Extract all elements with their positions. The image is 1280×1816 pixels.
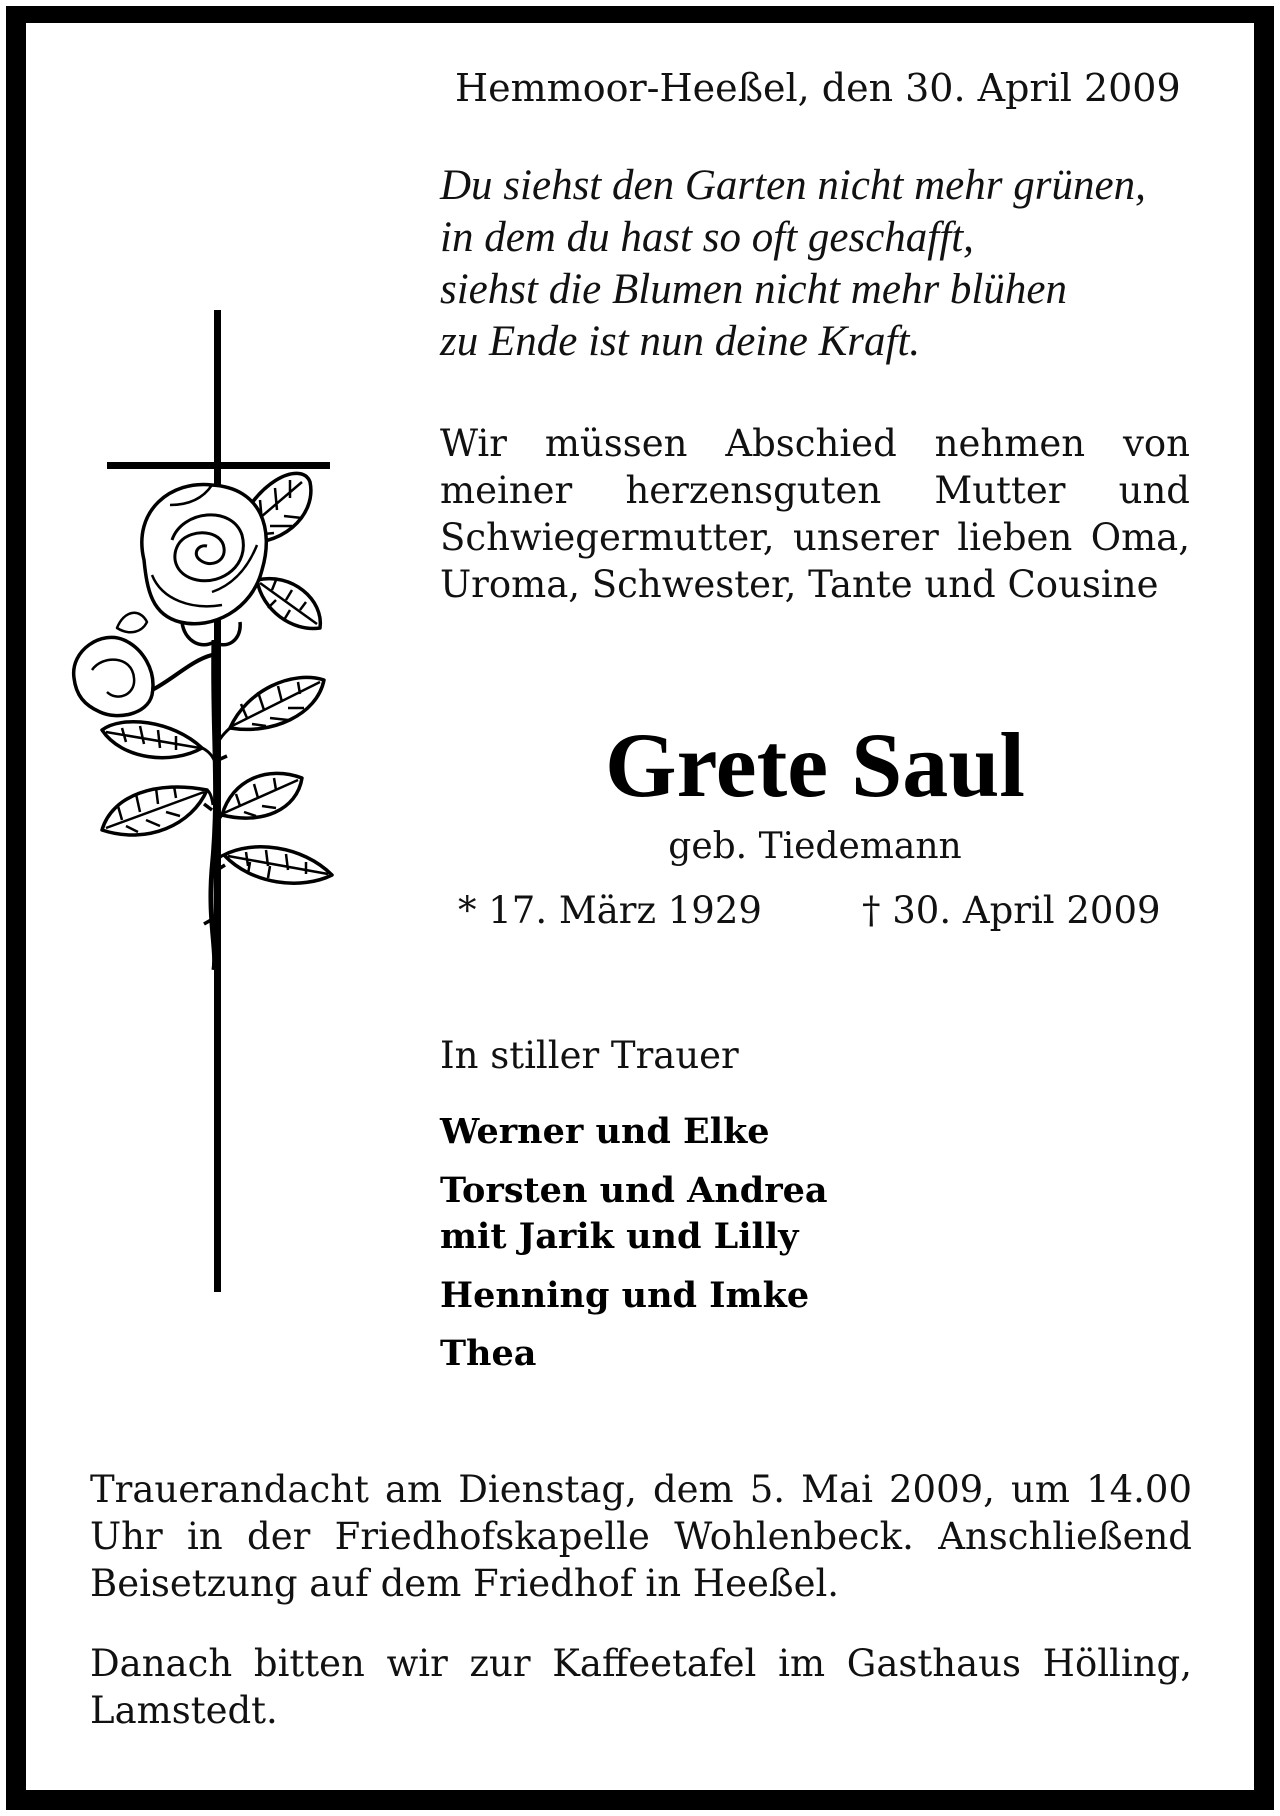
coffee-notice: Danach bitten wir zur Kaffeetafel im Gasthaus Hölling, Lamstedt. [90, 1642, 1192, 1732]
ceremony-notice: Trauerandacht am Dienstag, dem 5. Mai 2009, um 14.00 Uhr in der Friedhofskapelle Wohlenbeck. Anschließend Beisetzung auf dem Friedhof in Heeßel. [90, 1468, 1192, 1605]
birth-date: * 17. März 1929 [458, 889, 762, 932]
rose-icon [74, 473, 332, 970]
poem-line: Du siehst den Garten nicht mehr grünen, [440, 162, 1146, 209]
place-date: Hemmoor-Heeßel, den 30. April 2009 [455, 66, 1181, 110]
mourner-name: mit Jarik und Lilly [440, 1216, 799, 1257]
mourning-intro: In stiller Trauer [440, 1034, 739, 1077]
deceased-name: Grete Saul [605, 714, 1025, 816]
mourner-name: Thea [440, 1333, 537, 1374]
death-date: † 30. April 2009 [862, 889, 1161, 932]
poem [440, 160, 1190, 368]
mourner-name: Werner und Elke [440, 1111, 770, 1152]
mourner-name: Henning und Imke [440, 1275, 810, 1316]
poem-line: in dem du hast so oft geschafft, [440, 214, 974, 261]
maiden-name: geb. Tiedemann [668, 826, 962, 867]
poem-line: siehst die Blumen nicht mehr blühen [440, 266, 1067, 313]
farewell-text: Wir müssen Abschied nehmen von meiner herzensguten Mutter und Schwiegermutter, unserer lieben Oma, Uroma, Schwester, Tante und Cousine [440, 422, 1190, 606]
mourner-name: Torsten und Andrea [440, 1170, 828, 1211]
poem-line: zu Ende ist nun deine Kraft. [440, 318, 921, 365]
cross-with-rose-illustration [62, 310, 362, 1302]
